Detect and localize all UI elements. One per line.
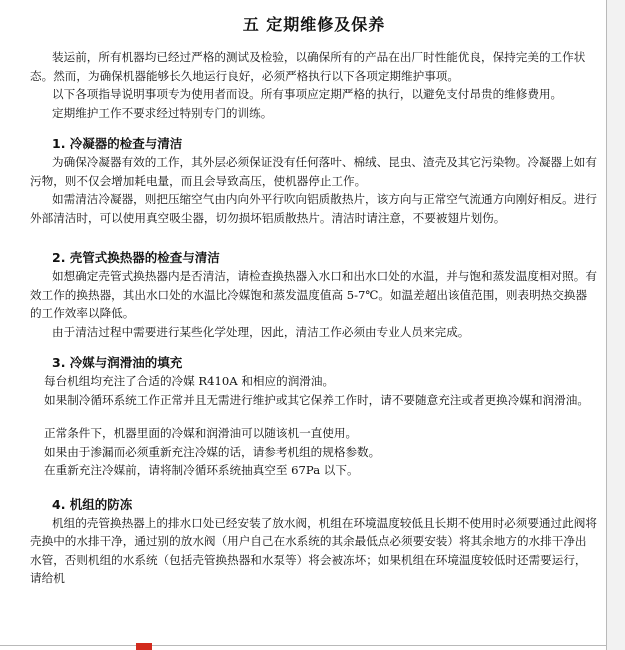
section-3-paragraph-1: 每台机组均充注了合适的冷媒 R410A 和相应的润滑油。 xyxy=(44,374,335,388)
section-1-paragraph-1: 为确保冷凝器有效的工作，其外层必须保证没有任何落叶、棉绒、昆虫、渣壳及其它污染物。冷凝器上如有污物，则不仅会增加耗电量，而且会导致高压，使机器停止工作。 xyxy=(30,155,597,188)
section-heading-3: 3. 冷媒与润滑油的填充 xyxy=(52,355,183,370)
intro-paragraph-1: 装运前，所有机器均已经过严格的测试及检验，以确保所有的产品在出厂时性能优良，保持完美的工作状态。然而，为确保机器能够长久地运行良好，必须严格执行以下各项定期维护事项。 xyxy=(30,50,586,83)
section-heading-1: 1. 冷凝器的检查与清洁 xyxy=(52,136,183,151)
section-3-paragraph-3: 正常条件下，机器里面的冷媒和润滑油可以随该机一直使用。 xyxy=(44,426,358,440)
scrollbar-track[interactable] xyxy=(607,0,625,650)
section-4-paragraph-1: 机组的壳管换热器上的排水口处已经安装了放水阀，机组在环境温度较低且长期不使用时必须要通过此阀将壳换中的水排干净，通过别的放水阀（用户自己在水系统的其余最低点必须要安装）将其余地方的水排干净出水管，否则机组的水系统（包括壳管换热器和水泵等）将会被冻坏；如果机组在环境温度较低时还需要运行，请给机 xyxy=(30,515,597,585)
intro-paragraph-2: 以下各项指导说明事项专为使用者而设。所有事项应定期严格的执行，以避免支付昂贵的维修费用。 xyxy=(52,87,563,101)
section-2-paragraph-2: 由于清洁过程中需要进行某些化学处理，因此，清洁工作必须由专业人员来完成。 xyxy=(52,324,470,339)
page-title: 五 定期维修及保养 xyxy=(242,15,386,34)
section-3-paragraph-4: 如果由于渗漏而必须重新充注冷媒的话，请参考机组的规格参数。 xyxy=(44,444,381,459)
section-1-paragraph-2: 如需清洁冷凝器，则把压缩空气由内向外平行吹向铝质散热片，该方向与正常空气流通方向刚好相反。进行外部清洁时，可以使用真空吸尘器，切勿损坏铝质散热片。清洁时请注意，不要被翅片划伤。 xyxy=(30,192,597,225)
intro-paragraph-3: 定期维护工作不要求经过特别专门的训练。 xyxy=(52,105,273,120)
section-2-paragraph-1: 如想确定壳管式换热器内是否清洁，请检查换热器入水口和出水口处的水温，并与饱和蒸发温度相对照。有效工作的换热器，其出水口处的水温比冷媒饱和蒸发温度值高 5-7℃。如温差超出该值范围，则表明热交换器的工作效率以降低。 xyxy=(30,269,597,320)
section-heading-4: 4. 机组的防冻 xyxy=(52,496,133,512)
page-bottom-edge xyxy=(0,645,606,646)
section-heading-2: 2. 壳管式换热器的检查与清洁 xyxy=(52,250,220,265)
section-3-paragraph-5: 在重新充注冷媒前，请将制冷循环系统抽真空至 67Pa 以下。 xyxy=(44,463,359,477)
section-3-paragraph-2: 如果制冷循环系统工作正常并且无需进行维护或其它保养工作时，请不要随意充注或者更换冷媒和润滑油。 xyxy=(44,392,589,407)
red-marker xyxy=(136,643,152,650)
